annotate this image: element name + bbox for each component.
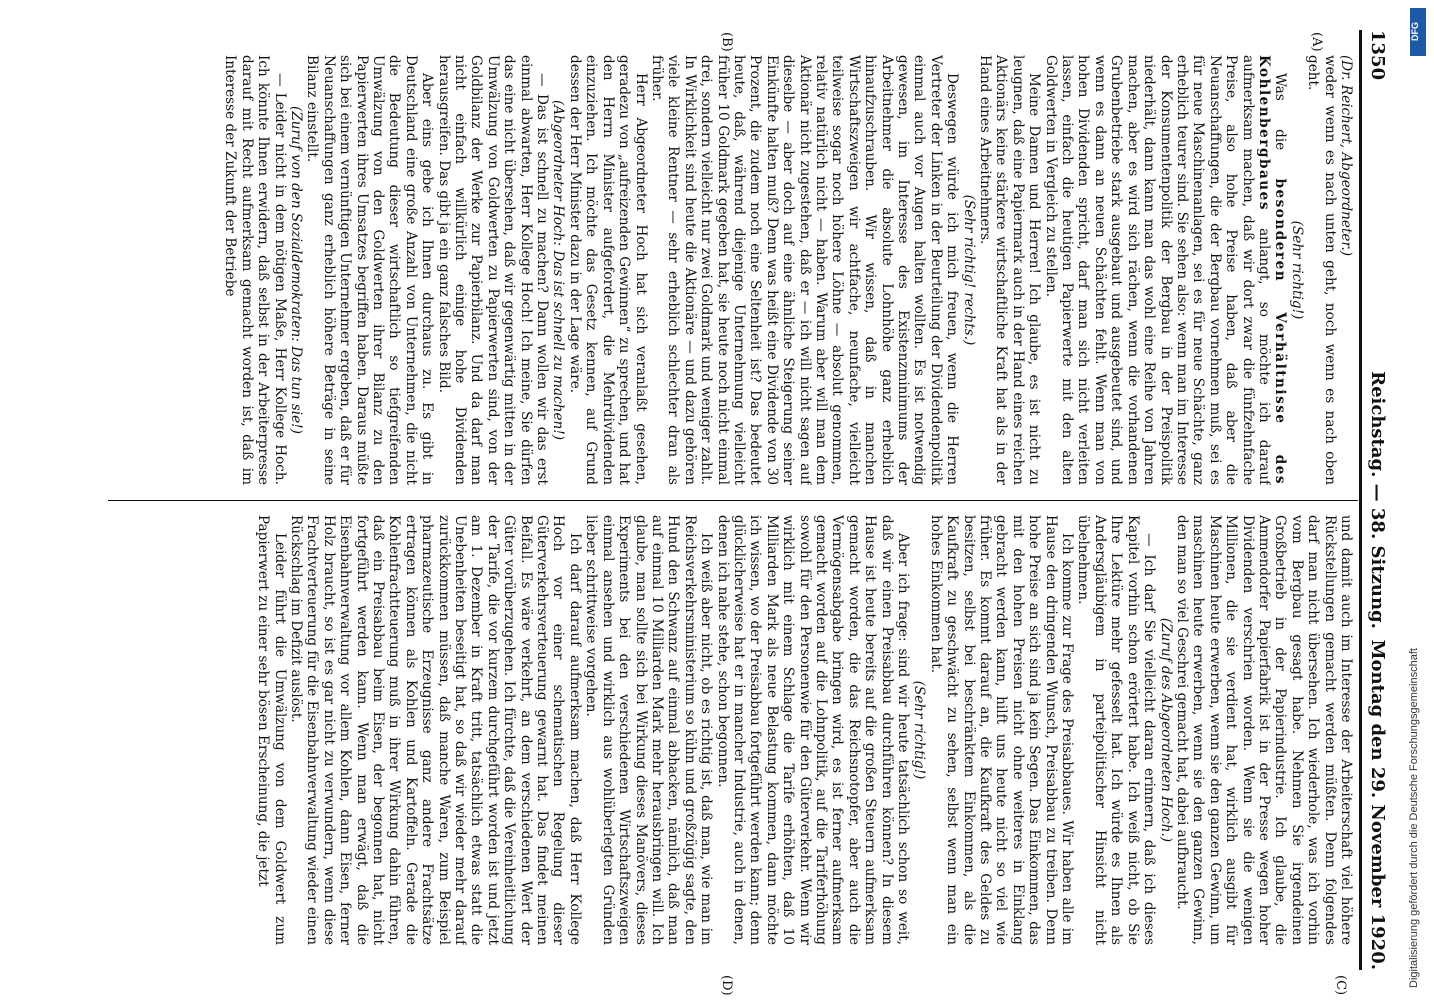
interjection: (Sehr richtig! rechts.) bbox=[960, 194, 977, 346]
column-divider bbox=[108, 500, 1358, 501]
rotated-document-page bbox=[74, 0, 1424, 1000]
paragraph: und damit auch im Interesse der Arbeiterschaft viel höhere Rückstellungen gemacht werden müßten. Denn folgendes darf man nicht übersehen. Ich wiederhole, was ich vorhin vom Bergbau gesagt habe. Nehmen Sie irgendeinen Großbetrieb in der Papierindustrie. Ich glaube, die Ammendorfer Papierfabrik ist in der Presse wegen hoher Dividenden verschrien worden. Wenn sie die wenigen Millionen, die sie verdient hat, wirklich ausgibt für Maschinen heute erwerben, wenn sie den ganzen Gewinn, um maschinen heute erwerben, wenn sie den ganzen Gewinn, den man so viel Geschrei gemacht hat, dabei aufbraucht. bbox=[1173, 515, 1354, 945]
speaker-label: (Dr. Reichert, Abgeordneter.) bbox=[1338, 55, 1354, 257]
paragraph: Aber eins gebe ich Ihnen durchaus zu. Es gibt in Deutschland eine große Anzahl von Unternehmen, die nicht die Bedeutung dieser wirtschaftlich so tiefgreifenden Umwälzung von den Goldwerten ihrer Bilanz zu den Papierwerten ihres Umsatzes begriffen haben. Daraus müßte sich bei einem vernünftigen Unternehmer ergeben, daß er für Neuanschaffungen ganz erheblich höhere Beträge in seine Bilanz einstellt. bbox=[304, 55, 436, 485]
paragraph: Ich weiß aber nicht, ob es richtig ist, daß man, wie man im Reichsverkehrsministerium so kühn und großzügig sagte, den Hund den Schwanz auf einmal abhacken, nämlich, daß man auf einmal 10 Milliarden Mark mehr herausbringen will. Ich glaube, man sollte sich bei Wirkung dieses Manövers, dieses Experiments bei den verschiedenen Wirtschaftszweigen einmal ansehen und wirklich aus wohlüberlegten Gründen lieber schrittweise vorgehen. bbox=[583, 515, 715, 945]
interjection: (Sehr richtig!) bbox=[911, 680, 928, 780]
paragraph: — Leider nicht in dem nötigen Maße, Herr Kollege Hoch. Ich könnte Ihnen erwidern, daß selbst in der Arbeiterpresse darauf mit Recht aufmerksam gemacht worden ist, daß im Interesse der Zukunft der Betriebe bbox=[222, 55, 288, 485]
paragraph bbox=[1042, 55, 1288, 485]
digitization-watermark bbox=[1402, 8, 1432, 992]
margin-marker-a: (A) bbox=[1309, 32, 1324, 52]
interjection: (Sehr richtig!) bbox=[1288, 220, 1305, 320]
interjection: (Abgeordneter Hoch: Das ist schnell zu machen!) bbox=[550, 99, 567, 441]
dfg-logo: DFG bbox=[1410, 8, 1426, 56]
paragraph: Ich darf darauf aufmerksam machen, daß Herr Kollege Hoch vor einer schematischen Regelung dieser Güterverkehrsverteuerung gewarnt hat. Das findet meinen Beifall. Es wäre verkehrt, an dem verschiedenen Wert der Güter vorüberzugehen. Ich fürchte, daß die Vereinheitlichung der Tarife, die vor kurzem durchgeführt worden ist und jetzt am 1. Dezember in Kraft tritt, tatsächlich etwas statt die Unebenheiten beseitigt hat, so daß wir wieder mehr darauf zurückkommen müssen, daß manche Waren, zum Beispiel pharmazeutische Erzeugnisse ganz andere Frachtsätze ertragen können als Kohlen und Kartoffeln. Gerade die Kohlenfrachtteuerung muß in ihrer Wirkung dahin führen, daß ein Preisabbau beim Eisen, der begonnen hat, nicht fortgeführt werden kann. Wenn man erwägt, daß die Eisenbahnverwaltung vor allem Kohlen, dann Eisen, ferner Holz braucht, so ist es gar nicht zu verwundern, wenn diese Frachtverteuerung für die Eisenbahnverwaltung wieder einen Rückschlag im Defizit auslöst. bbox=[288, 515, 583, 945]
page-header bbox=[1362, 30, 1388, 970]
paragraph: — Das ist schnell zu machen? Dann wollen wir das erst einmal abwarten, Herr Kollege Hoch! Ich meine, Sie dürfen das eine nicht übersehen, daß wir gegenwärtig mitten in der Umwälzung von Goldwerten zu Papierwerten sind, von der Goldbilanz der Werke zur Papierbilanz. Und da darf man nicht einfach willkürlich einige hohe Dividenden herausgreifen. Das gibt ja ein ganz falsches Bild. bbox=[435, 55, 551, 485]
paragraph-lead: Was die bbox=[1272, 73, 1289, 151]
paragraph: Deswegen würde ich mich freuen, wenn die Herren Vertreter der Linken in der Beurteilung der Dividendenpolitik einmal auch vor Augen halten wollten. Es ist notwendig gewesen, im Interesse des Existenzminimums der Arbeitnehmer die absolute Lohnhöhe ganz erheblich hinaufzuschrauben. Wir wissen, daß in manchen Wirtschaftszweigen wir achtfache, neunfache, vielleicht teilweise sogar noch höhere Löhne — absolut genommen, relativ natürlich nicht — haben. Warum aber will man dem Aktionär nicht zugestehen, daß er — ich will nicht sagen auf dieselbe — aber doch auf eine ähnliche Steigerung seiner Einkünfte halten muß? Denn was heißt eine Dividende von 30 Prozent, die zudem noch eine Seltenheit ist? Das bedeutet heute, daß, während diejenige Unternehmung vielleicht früher 10 Goldmark gegeben hat, sie heute noch nicht einmal drei, sondern vielleicht nur zwei Goldmark und weniger zahlt. In Wirklichkeit sind heute die Aktionäre — und dazu gehören viele kleine Rentner — sehr erheblich schlechter dran als früher. bbox=[648, 55, 961, 485]
paragraph: Meine Damen und Herren! Ich glaube, es ist nicht zu leugnen, daß eine Papiermark auch in der Hand eines reichen Aktionärs keine stärkere wirtschaftliche Kraft hat als in der Hand eines Arbeitnehmers. bbox=[977, 55, 1043, 485]
interjection: (Zuruf von den Sozialdemokraten: Das tun sie!) bbox=[288, 106, 304, 434]
paragraph: Aber ich frage: sind wir heute tatsächlich schon so weit, daß wir einen Preisabbau durchführen können? In diesem Hause ist heute bereits auf die großen Steuern aufmerksam gemacht worden, die das Reichsnotopfer, aber auch die Vermögensabgabe bringen wird, es ist ferner aufmerksam gemacht worden auf die Lohnpolitik, auf die Tariferhöhung sowohl für den Personenwie für den Güterverkehr. Wenn wir wirklich mit einem Schlage die Tarife erhöhten, daß 10 Milliarden Mark als neue Belastung kommen, dann möchte ich wissen, wo der Preisabbau fortgeführt werden kann; denn glücklicherweise hat er in mancher Industrie, auch in denen, denen ich nahe stehe, schon begonnen. bbox=[714, 515, 912, 945]
left-column bbox=[114, 55, 1354, 485]
paragraph: weder wenn es nach unten geht, noch wenn es nach oben geht. bbox=[1305, 55, 1338, 485]
page-number: 1350 bbox=[1367, 30, 1388, 81]
paragraph-rest: anlangt, so möchte ich darauf aufmerksam machen, daß wir dort zwar die fünfzehnfache Preise, also hohe Preise haben, daß aber die Neuanschaffungen, die der Bergbau vornehmen muß, sei es für neue Maschinenanlagen, sei es für neue Schächte, ganz erheblich teurer sind. Sie sehen also: wenn man im Interesse der Konsumentenpolitik der Bergbau in der Preispolitik niederhält, dann kann man das wohl eine Reihe von Jahren machen, aber es wird sich rächen, wenn die vorhandenen Grubenbetriebe stark ausgebaut und ausgebeutet sind, und wenn es dann an neuen Schächten fehlt. Wenn man von hohen Dividenden spricht, darf man sich nicht verleiten lassen, einfach die heutigen Papierwerte mit den alten Goldwerten in Vergleich zu stellen. bbox=[1042, 55, 1272, 485]
header-rule bbox=[1359, 30, 1362, 970]
margin-marker-d: (D) bbox=[719, 975, 734, 996]
paragraph: Herr Abgeordneter Hoch hat sich veranlaßt gesehen, geradezu von „aufreizenden Gewinnen“ zu sprechen, und hat den Herrn Minister aufgefordert, die Mehrdividenden einzuziehen. Ich möchte das Gesetz kennen, auf Grund dessen der Herr Minister dazu in der Lage wäre. bbox=[566, 55, 649, 485]
watermark-text: Digitalisierung gefördert durch die Deutsche Forschungsgemeinschaft bbox=[1408, 648, 1420, 988]
margin-marker-b: (B) bbox=[719, 32, 734, 52]
session-date: Montag den 29. November 1920. bbox=[1367, 639, 1388, 970]
session-title: Reichstag. — 38. Sitzung. bbox=[1367, 371, 1388, 629]
paragraph: — Ich darf Sie vielleicht daran erinnern, daß ich dieses Kapitel vorhin schon erörtert habe. Ich weiß nicht, ob Sie Ihre Lektüre mehr gefesselt hat. Ich würde es Ihnen als Andersgläubigem in parteipolitischer Hinsicht nicht übelnehmen. bbox=[1075, 515, 1158, 945]
paragraph: Leider führt die Umwälzung von dem Goldwert zum Papierwert zu einer sehr bösen Erscheinung, die jetzt bbox=[255, 515, 288, 945]
right-column bbox=[114, 515, 1354, 945]
paragraph: Ich komme zur Frage des Preisabbaues. Wir haben alle im Hause den dringenden Wunsch, Preisabbau zu treiben. Denn hohe Preise an sich sind ja kein Segen. Das Einkommen, das mit den hohen Preisen nicht ohne weiteres in Einklang gebracht werden kann, hilft uns heute nicht so viel wie früher. Es kommt darauf an, die Kaufkraft des Geldes zu besitzen, selbst bei beschränktem Einkommen, als die Kaufkraft zu geschwächt zu sehen, selbst wenn man ein hohes Einkommen hat. bbox=[927, 515, 1076, 945]
emphasis: besonderen Verhältnisse des Kohlenbergbaues bbox=[1255, 55, 1289, 485]
margin-marker-c: (C) bbox=[1333, 975, 1348, 996]
interjection: (Zuruf des Abgeordneten Hoch.) bbox=[1157, 617, 1174, 843]
